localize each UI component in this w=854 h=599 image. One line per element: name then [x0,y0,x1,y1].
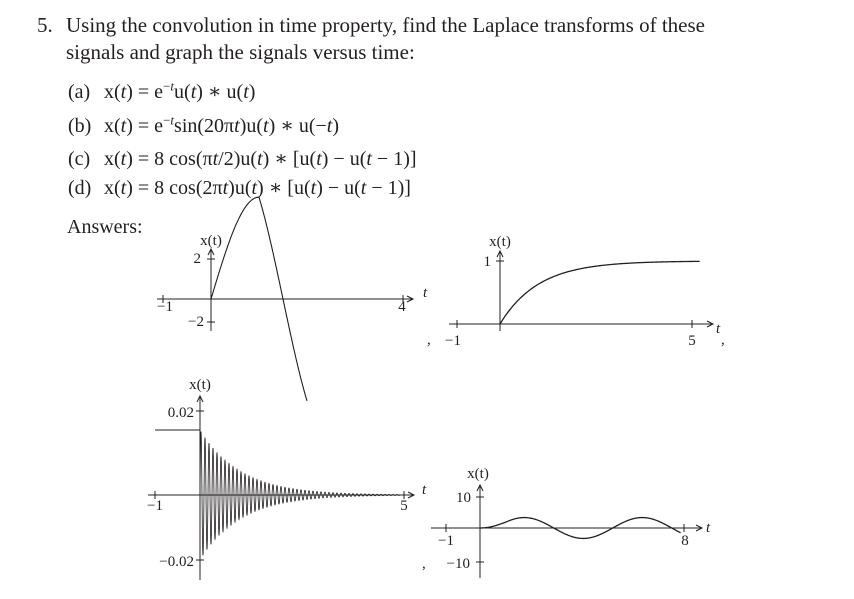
graph-d-ytick-bottom: −10 [446,556,470,572]
graph-c-xtick-left: −1 [147,498,163,514]
part-label: (d) [68,177,92,199]
graph-separator: , [427,332,431,348]
graph-d-xtick-right: 8 [681,533,689,549]
graph-a-ytick-top: 2 [193,251,201,267]
answers-label: Answers: [67,216,143,238]
graph-b-xtick-right: 5 [688,333,696,349]
graph-c-ylabel: x(t) [189,377,211,393]
part-d-expression: x(t) = 8 cos(2πt)u(t) ∗ [u(t) − u(t − 1)] [104,177,411,199]
graph-a-ytick-bottom: −2 [188,314,204,330]
graph-c [148,396,414,580]
graph-d-xaxis-label: t [706,520,711,536]
graph-a-ylabel: x(t) [200,233,222,249]
graph-b-ylabel: x(t) [489,234,511,250]
problem-line-1: Using the convolution in time property, find the Laplace transforms of these [66,13,705,37]
graph-c-ytick-bottom: −0.02 [159,554,194,570]
graph-b-ytick-top: 1 [483,254,491,270]
graph-b-xaxis-label: t [716,321,721,337]
problem-number: 5. [37,13,53,37]
graph-c-xaxis-label: t [422,482,427,498]
graph-d-ylabel: x(t) [467,466,489,482]
part-a-expression: $x(t) = e^{-t}u(t)$ ∗ u(t) [104,78,256,103]
graph-a [157,197,413,401]
graph-c-curve [200,432,400,556]
part-c-expression: x(t) = 8 cos(πt/2)u(t) ∗ [u(t) − u(t − 1)] [104,148,417,170]
graph-separator: , [721,332,725,348]
part-label: (a) [68,80,91,103]
part-label: (b) [68,114,92,137]
part-b-expression: $x(t) = e^{-t}\sin(20\pi t)u(t)$ ∗ u(−t) [104,112,340,137]
graph-c-ytick-top: 0.02 [167,405,194,421]
part-label: (c) [68,148,91,170]
graph-d-ytick-top: 10 [456,490,471,506]
graph-a-xtick-right: 4 [398,299,406,315]
graph-d-xtick-left: −1 [438,533,454,549]
graph-a-xtick-left: −1 [157,299,173,315]
graph-c-xtick-right: 5 [400,498,408,514]
graph-b-xtick-left: −1 [445,333,461,349]
graph-separator: , [422,556,426,572]
problem-line-2: signals and graph the signals versus time: [66,40,415,64]
graph-d [431,485,702,578]
graph-a-xaxis-label: t [423,285,428,301]
graph-b-curve [500,261,700,324]
